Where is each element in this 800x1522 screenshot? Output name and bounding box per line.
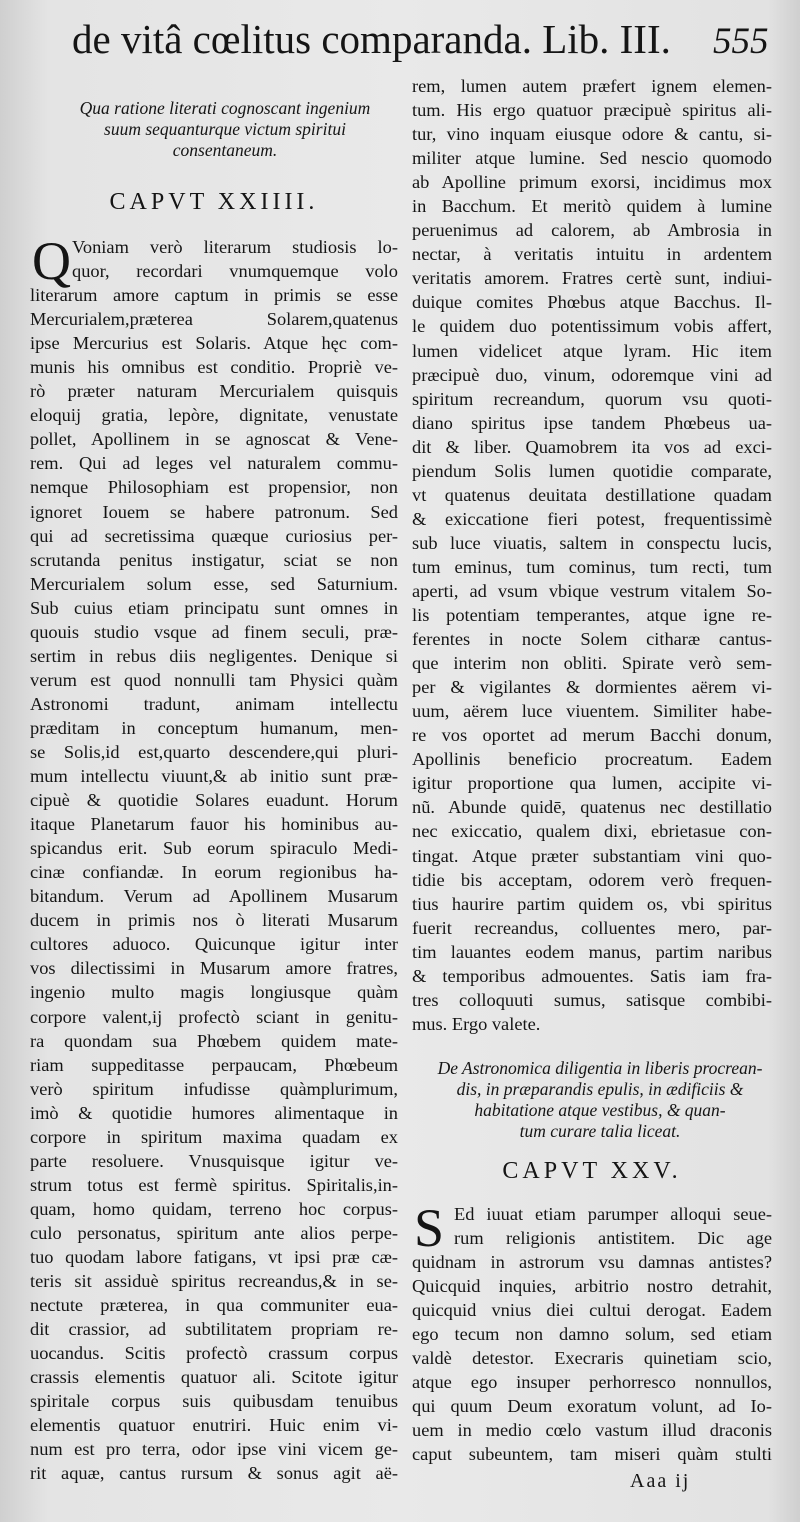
running-head: de vitâ cœlitus comparanda. Lib. III. <box>72 16 671 62</box>
text-line: præcipuè duo, vinum, odoremque vini ad <box>412 364 772 385</box>
text-line: bitandum. Verum ad Apollinem Musarum <box>30 886 398 907</box>
text-line: qui ad secretissima quæque curiosius per- <box>30 525 398 546</box>
text-line: rit aquæ, cantus rursum & sonus agit aë- <box>30 1463 398 1484</box>
text-line: diano spiritus ipse tandem Phœbeus ua- <box>412 412 772 433</box>
text-line: verò spiritum infudisse quàmplurimum, <box>30 1078 398 1099</box>
chapter-25-heading: CAPVT XXV. <box>502 1157 682 1184</box>
text-line: quouis studio vsque ad finem seculi, præ- <box>30 621 398 642</box>
text-line: Astronomi tradunt, animam intellectu <box>30 693 398 714</box>
text-line: que interim non obliti. Spirate verò sem- <box>412 653 772 674</box>
text-line: peruenimus ad calorem, ab Ambrosia in <box>412 220 772 241</box>
text-line: igitur proportione qua lumen, accipite vi- <box>412 773 772 794</box>
text-line: spiritale corpus suis quibusdam tenuibus <box>30 1391 398 1412</box>
text-line: spicandus erit. Sub eorum spiraculo Medi- <box>30 838 398 859</box>
rubric-line: habitatione atque vestibus, & quan- <box>474 1099 726 1120</box>
text-line: & temporibus admouentes. Satis iam fra- <box>412 965 772 986</box>
text-line: scrutanda penitus instigatur, sciat se non <box>30 549 398 570</box>
text-line: quam, homo quidam, terreno hoc corpus- <box>30 1198 398 1219</box>
text-line: uem in medio cœlo vastum illud draconis <box>412 1420 772 1441</box>
text-line: tuo quodam labore fatigans, vt ipsi præ cæ- <box>30 1246 398 1267</box>
text-line: tim lauantes eodem manus, partim naribus <box>412 941 772 962</box>
drop-capital: Q <box>32 231 71 291</box>
text-line: rum religionis antistitem. Dic age <box>454 1227 772 1248</box>
text-line: quicquid vnius diei cultui derogat. Eadem <box>412 1300 772 1321</box>
chapter-24-rubric <box>30 98 390 161</box>
page-number: 555 <box>713 21 769 62</box>
text-line: quor, recordari vnumquemque volo <box>72 261 398 282</box>
text-line: ego tecum non damno solum, sed etiam <box>412 1324 772 1345</box>
text-line: Sub cuius etiam principatu sunt omnes in <box>30 597 398 618</box>
text-line: re vos oportet ad merum Bacchi donum, <box>412 725 772 746</box>
text-line: munis his omnibus est conditio. Propriè ve- <box>30 357 398 378</box>
text-line: qui quum Deum exoratum volunt, ad Io- <box>412 1396 772 1417</box>
chapter-25-text <box>412 1197 772 1467</box>
text-line: culo personatus, spiritum ante alios perpe- <box>30 1222 398 1243</box>
text-line: caput subeuntem, tam miseri quàm stulti <box>412 1444 772 1465</box>
chapter-25-rubric <box>412 1058 770 1142</box>
text-line: mum intellectu viuunt,& ab initio sunt præ- <box>30 766 398 787</box>
chapter-24-text <box>30 231 398 1485</box>
text-line: valdè detestor. Execraris quinetiam scio, <box>412 1348 772 1369</box>
text-line: strum totus est fermè spiritus. Spiritalis,in- <box>30 1174 398 1195</box>
text-line: dit crassior, ad subtilitatem propriam re- <box>30 1319 398 1340</box>
text-line: nec exiccatio, qualem dixi, ebrietasue con- <box>412 821 772 842</box>
text-line: Ed iuuat etiam parumper alloqui seue- <box>454 1203 772 1224</box>
text-line: tum. His ergo quatuor præcipuè spiritus ali- <box>412 100 772 121</box>
text-line: veritatis amorem. Fratres certè sunt, indiui- <box>412 268 772 289</box>
text-line: uum, aërem luce viuentem. Similiter habe- <box>412 701 772 722</box>
rubric-line: De Astronomica diligentia in liberis procrean- <box>437 1057 763 1078</box>
text-line: eloquij gratia, lepòre, dignitate, venustate <box>30 405 398 426</box>
text-line: lis potentiam temperantes, atque igne re- <box>412 605 772 626</box>
text-line: piendum Solis lumen quotidie comparate, <box>412 460 772 481</box>
text-line: & exiccatione fieri potest, frequentissimè <box>412 508 772 529</box>
text-line: uocandus. Scitis profectò crassum corpus <box>30 1343 398 1364</box>
text-line: tius haurire partim quidem os, vbi spiritus <box>412 893 772 914</box>
text-line: crassis elementis quatuor ali. Scitote igitur <box>30 1367 398 1388</box>
text-line: parte resoluere. Vnusquisque igitur ve- <box>30 1150 398 1171</box>
text-line: ab Apolline primum exorsi, incidimus mox <box>412 172 772 193</box>
text-line: atque ego insuper perhorresco nonnullos, <box>412 1372 772 1393</box>
chapter-24-heading: CAPVT XXIIII. <box>109 189 319 215</box>
text-line: duique comites Phœbus atque Bacchus. Il- <box>412 292 772 313</box>
text-line: elementis quatuor enutriri. Huic enim vi- <box>30 1415 398 1436</box>
text-line: ferentes in nocte Solem citharæ cantus- <box>412 629 772 650</box>
text-line: itaque Planetarum fauor his hominibus au- <box>30 814 398 835</box>
text-line: vos dilectissimi in Musarum amore fratres, <box>30 958 398 979</box>
text-line: militer atque lumine. Sed nescio quomodo <box>412 148 772 169</box>
text-line: quidnam in astrorum vsu damnas antistes? <box>412 1251 772 1272</box>
text-line: rem. Qui ad leges vel naturalem commu- <box>30 453 398 474</box>
text-line: Mercurialem solum esse, sed Saturnium. <box>30 573 398 594</box>
text-line: teris sit assiduè spiritus recreandus,& in se- <box>30 1271 398 1292</box>
text-line: imò & quotidie humores alimentaque in <box>30 1102 398 1123</box>
text-line: ignoret Iouem se habere patronum. Sed <box>30 501 398 522</box>
text-line: literarum amore captum in primis se esse <box>30 285 398 306</box>
text-line: aperti, ad vsum vbique vestrum vitalem So- <box>412 580 772 601</box>
text-line: dit & liber. Quamobrem ita vos ad exci- <box>412 436 772 457</box>
text-line: Quicquid inquies, arbitrio nostro detrahit, <box>412 1276 772 1297</box>
text-line: cipuè & quotidie Solares euadunt. Horum <box>30 790 398 811</box>
text-line: rò præter naturam Mercurialem quisquis <box>30 381 398 402</box>
text-line: nectar, à veritatis intuitu in ardentem <box>412 244 772 265</box>
text-line: corpore valent,ij profectò sciant in genitu- <box>30 1006 398 1027</box>
rubric-line: consentaneum. <box>172 140 278 160</box>
text-line: lumen videlicet atque lyram. Hic item <box>412 340 772 361</box>
text-line: tur, vino inquam eiusque odore & cantu, si- <box>412 124 772 145</box>
text-line: vt quatenus deuitata destillatione quadam <box>412 484 772 505</box>
text-line: num est pro terra, odor ipse vini vicem ge- <box>30 1439 398 1460</box>
rubric-line: suum sequanturque victum spiritui <box>104 119 346 139</box>
text-line: in Bacchum. Et meritò quidem à lumine <box>412 196 772 217</box>
text-line: tidie bis acceptam, odorem verò frequen- <box>412 869 772 890</box>
chapter-24-text-continued <box>412 74 772 1036</box>
text-line: tingat. Atque præter substantiam vini quo- <box>412 845 772 866</box>
text-line: ducem in primis nos ò literati Musarum <box>30 910 398 931</box>
text-line: cultores aduoco. Quicunque igitur inter <box>30 934 398 955</box>
text-line: spiritum recreandum, quorum vsu quoti- <box>412 388 772 409</box>
text-line: sertim in rebus diis negligentes. Denique si <box>30 645 398 666</box>
drop-capital: S <box>414 1197 445 1258</box>
text-line: nemque Philosophiam est propensior, non <box>30 477 398 498</box>
text-line: præditam in conceptum humanum, men- <box>30 717 398 738</box>
text-line: per & vigilantes & dormientes aërem vi- <box>412 677 772 698</box>
rubric-line: dis, in præparandis epulis, in ædificiis & <box>456 1078 744 1099</box>
text-line: nectute præterea, in qua communiter eua- <box>30 1295 398 1316</box>
text-line: tum eminus, tum cominus, tum recti, tum <box>412 556 772 577</box>
rubric-line: tum curare talia liceat. <box>519 1120 681 1141</box>
text-line: rem, lumen autem præfert ignem elemen- <box>412 76 772 96</box>
text-line: mus. Ergo valete. <box>412 1013 541 1034</box>
left-column <box>30 98 398 1485</box>
text-line: cinæ confiandæ. In eorum regionibus ha- <box>30 862 398 883</box>
text-line: ingenio multo magis longiusque quàm <box>30 982 398 1003</box>
text-line: fuerit recreandus, colluentes mero, par- <box>412 917 772 938</box>
text-line: ipse Mercurius est Solaris. Atque hęc com- <box>30 333 398 354</box>
text-line: Mercurialem,præterea Solarem,quatenus <box>30 309 398 330</box>
rubric-line: Qua ratione literati cognoscant ingenium <box>79 98 371 118</box>
text-line: se Solis,id est,quarto descendere,qui pluri- <box>30 741 398 762</box>
text-line: corpore in spiritum maxima quadam ex <box>30 1126 398 1147</box>
text-line: pollet, Apollinem in se agnoscat & Vene- <box>30 429 398 450</box>
text-line: riam suppeditasse perpaucam, Phœbeum <box>30 1054 398 1075</box>
text-line: le quidem duo potentissimum vobis affert, <box>412 316 772 337</box>
text-line: ra quondam sua Phœbem quidem mate- <box>30 1030 398 1051</box>
right-column <box>412 74 772 1466</box>
text-line: verum est quod nonnulli tam Physici quàm <box>30 669 398 690</box>
signature-mark: Aaa ij <box>630 1470 691 1492</box>
text-line: tres colloquuti sumus, satisque combibi- <box>412 989 772 1010</box>
text-line: nũ. Abunde quidē, quatenus nec destillatio <box>412 797 772 818</box>
text-line: Apollinis beneficio procreatum. Eadem <box>412 749 772 770</box>
text-line: Voniam verò literarum studiosis lo- <box>72 237 398 257</box>
text-line: sub luce viuatis, saltem in conspectu lucis, <box>412 532 772 553</box>
